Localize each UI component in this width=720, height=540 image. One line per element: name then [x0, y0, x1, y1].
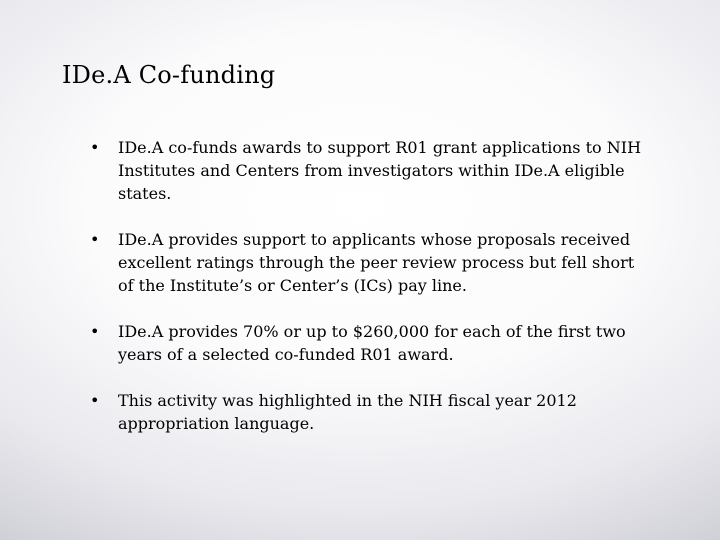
bullet-dot-icon: •	[90, 138, 100, 157]
bullet-list	[90, 136, 650, 458]
bullet-dot-icon: •	[90, 391, 100, 410]
bullet-item	[90, 320, 650, 366]
bullet-text: IDe.A co-funds awards to support R01 grant applications to NIH Institutes and Centers from investigators within IDe.A eligible states.	[118, 138, 642, 203]
bullet-item	[90, 228, 650, 297]
bullet-item	[90, 136, 650, 205]
bullet-dot-icon: •	[90, 322, 100, 341]
bullet-text: This activity was highlighted in the NIH fiscal year 2012 appropriation language.	[118, 391, 577, 433]
bullet-text: IDe.A provides 70% or up to $260,000 for each of the first two years of a selected co-funded R01 award.	[118, 322, 626, 364]
bullet-text: IDe.A provides support to applicants whose proposals received excellent ratings through the peer review process but fell short of the Institute’s or Center’s (ICs) pay line.	[118, 230, 635, 295]
slide-title: IDe.A Co-funding	[62, 61, 276, 89]
bullet-item	[90, 389, 650, 435]
bullet-dot-icon: •	[90, 230, 100, 249]
